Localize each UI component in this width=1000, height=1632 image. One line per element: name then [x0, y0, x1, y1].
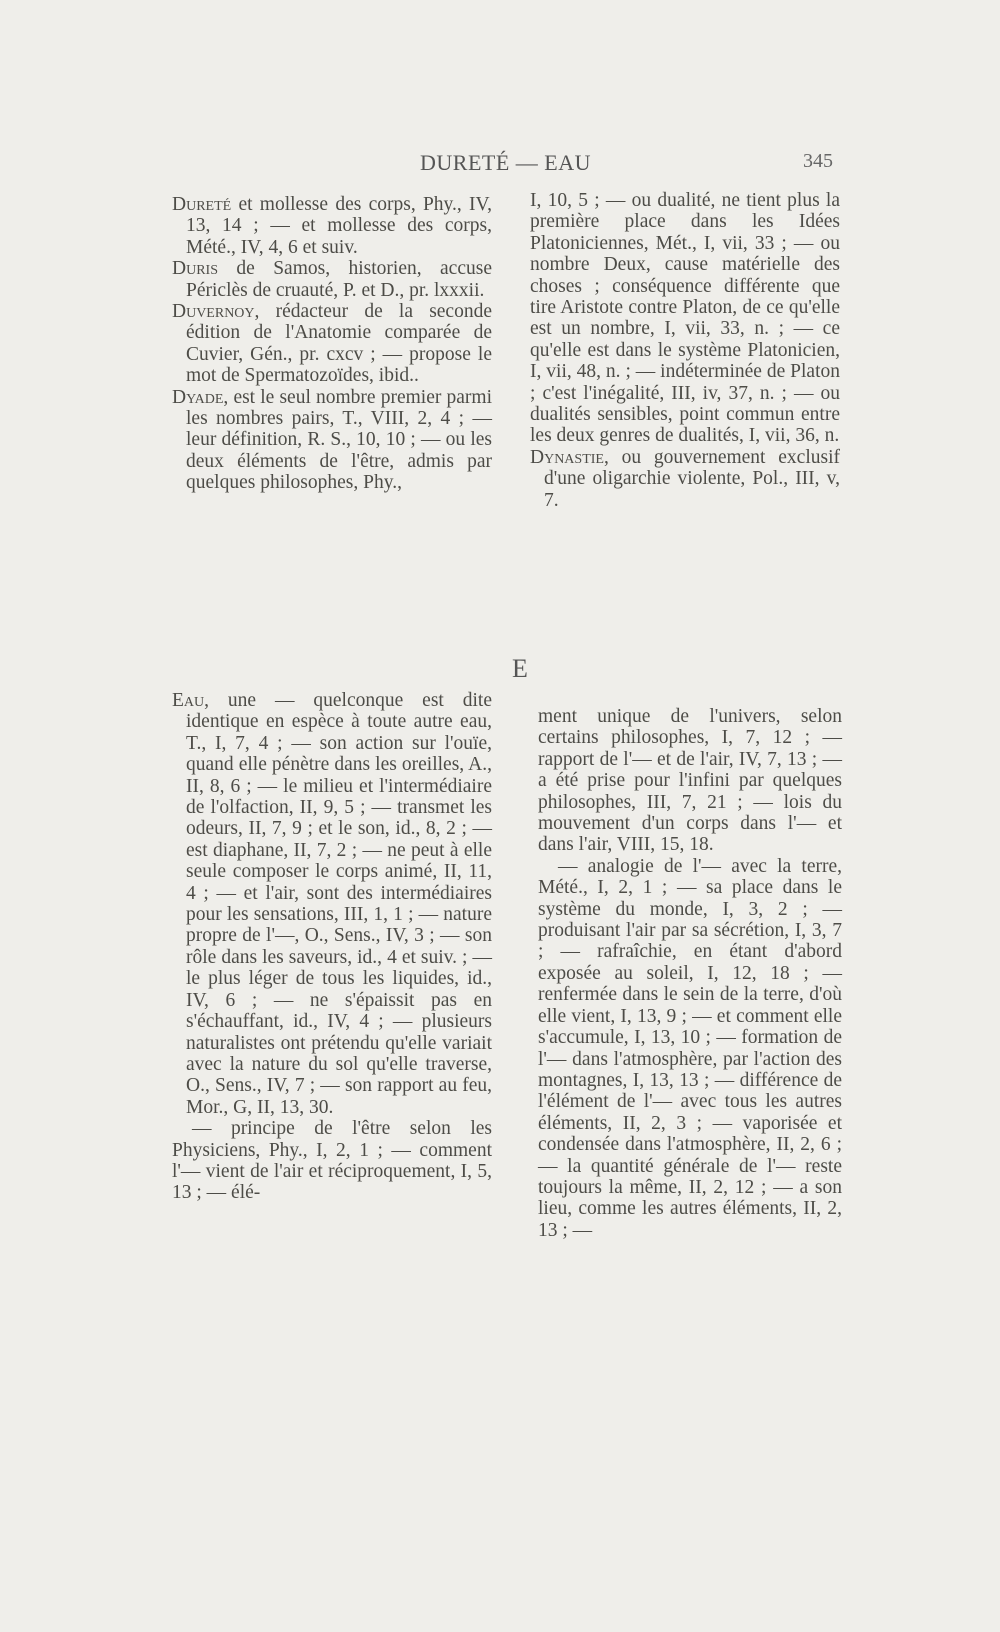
entry-headword: Dyade [172, 386, 224, 408]
entry-headword: Duvernoy [172, 301, 255, 323]
entry-text: ment unique de l'univers, selon certains philosophes, I, 7, 12 ; — rapport de l'— et de l'air, IV, 7, 13 ; — a été prise pour l'infini par quelques philosophes, III, 7, 21 ; — lois du mouvement d'un corps dans l'— et dans l'air, VIII, 15, 18. [538, 706, 842, 856]
index-entry [172, 301, 492, 387]
page-number: 345 [803, 150, 833, 172]
index-entry [172, 194, 492, 258]
entry-text: — analogie de l'— avec la terre, Mété., I, 2, 1 ; — sa place dans le système du monde, I, 3, 2 ; — produisant l'air par sa sécrétion, I, 3, 7 ; — rafraîchie, en étant d'abord exposée au soleil, I, 12, 18 ; — renfermée dans le sein de la terre, d'où elle vient, I, 13, 9 ; — et comment elle s'accumule, I, 13, 10 ; — formation de l'— dans l'atmosphère, par l'action des montagnes, I, 13, 13 ; — différence de l'élément de l'— avec tous les autres éléments, II, 2, 3 ; — vaporisée et condensée dans l'atmosphère, II, 2, 6 ; — la quantité générale de l'— reste toujours la même, II, 2, 12 ; — a son lieu, comme les autres éléments, II, 2, 13 ; — [538, 855, 842, 1241]
entry-text: , une — quelconque est dite identique en espèce à toute autre eau, T., I, 7, 4 ; — son action sur l'ouïe, quand elle pénètre dans les oreilles, A., II, 8, 6 ; — le milieu et l'intermédiaire de l'olfaction, II, 9, 5 ; — transmet les odeurs, II, 7, 9 ; et le son, id., 8, 2 ; — est diaphane, II, 7, 2 ; — ne peut à elle seule composer le corps animé, II, 11, 4 ; — et l'air, sont des intermédiaires pour les sensations, III, 1, 1 ; — nature propre de l'—, O., Sens., IV, 3 ; — son rôle dans les saveurs, id., 4 et suiv. ; — le plus léger de tous les liquides, id., IV, 6 ; — ne s'épaissit pas en s'échauffant, id., IV, 4 ; — plusieurs naturalistes ont prétendu qu'elle variait avec la nature du sol qu'elle traverse, O., Sens., IV, 7 ; — son rapport au feu, Mor., G, II, 13, 30. [186, 690, 492, 1118]
entry-text: , est le seul nombre premier parmi les nombres pairs, T., VIII, 2, 4 ; — leur définition, R. S., 10, 10 ; — ou les deux éléments de l'être, admis par quelques philosophes, Phy., [186, 386, 492, 494]
index-paragraph [538, 856, 842, 1241]
column-top-right [530, 190, 840, 511]
entry-text: de Samos, historien, accuse Périclès de cruauté, P. et D., pr. lxxxii. [186, 258, 492, 301]
entry-text: , rédacteur de la seconde édition de l'Anatomie comparée de Cuvier, Gén., pr. cxcv ; — propose le mot de Spermatozoïdes, ibid.. [186, 301, 492, 387]
entry-headword: Dynastie [530, 446, 604, 468]
entry-text: I, 10, 5 ; — ou dualité, ne tient plus la première place dans les Idées Platoniciennes, Mét., I, vii, 33 ; — ou nombre Deux, cause matérielle des choses ; conséquence différente que tire Aristote contre Platon, de ce qu'elle est un nombre, I, vii, 33, n. ; — ce qu'elle est dans le système Platonicien, I, vii, 48, n. ; — indéterminée de Platon ; c'est l'inégalité, III, iv, 37, n. ; — ou dualités sensibles, point commun entre les deux genres de dualités, I, vii, 36, n. [530, 190, 840, 447]
index-entry [530, 447, 840, 511]
running-head: DURETÉ — EAU [420, 150, 591, 175]
entry-headword: Eau [172, 690, 205, 711]
entry-text: et mollesse des corps, Phy., IV, 13, 14 ; — et mollesse des corps, Mété., IV, 4, 6 et suiv. [186, 194, 492, 258]
index-entry [538, 706, 842, 856]
column-top-left [172, 194, 492, 494]
index-entry [172, 387, 492, 494]
entry-text: , ou gouvernement exclusif d'une oligarchie violente, Pol., III, v, 7. [544, 446, 840, 511]
section-letter: E [512, 654, 528, 683]
index-paragraph [172, 1118, 492, 1204]
entry-headword: Duris [172, 258, 218, 280]
column-bottom-right [538, 706, 842, 1241]
index-entry [172, 258, 492, 301]
index-entry [530, 190, 840, 447]
index-entry [172, 690, 492, 1118]
column-bottom-left [172, 690, 492, 1204]
entry-headword: Dureté [172, 194, 232, 215]
entry-text: — principe de l'être selon les Physiciens, Phy., I, 2, 1 ; — comment l'— vient de l'air et réciproquement, I, 5, 13 ; — élé- [172, 1118, 492, 1204]
